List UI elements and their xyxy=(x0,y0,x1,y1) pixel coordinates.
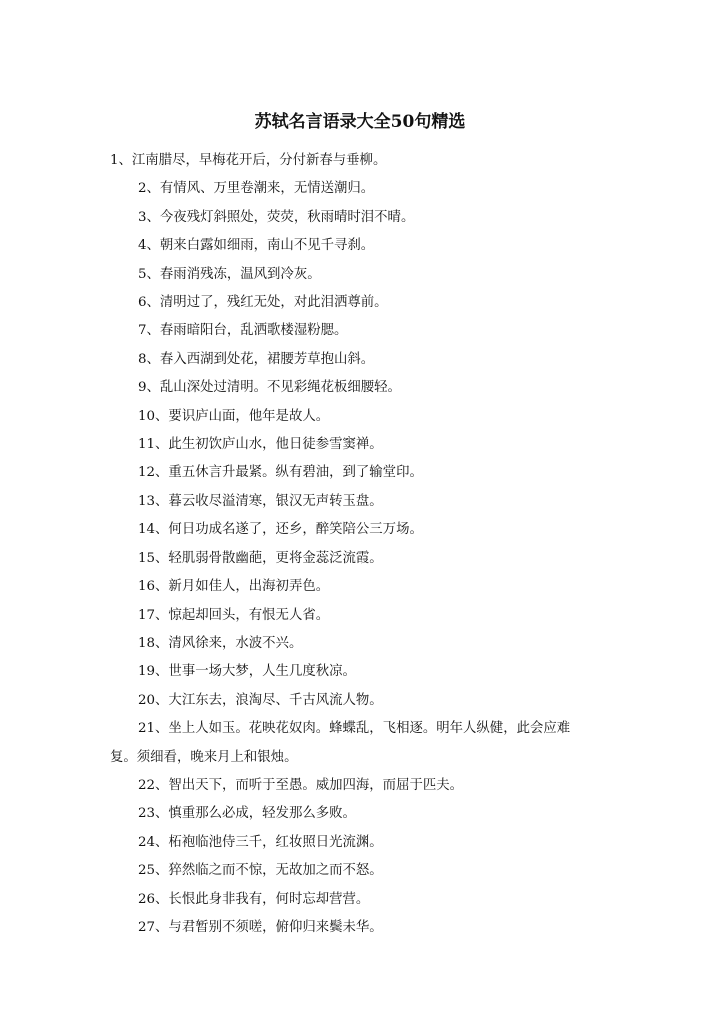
quote-item: 2、有情风、万里卷潮来，无情送潮归。 xyxy=(138,181,375,197)
quote-item: 25、猝然临之而不惊，无故加之而不怒。 xyxy=(138,863,383,879)
quote-item: 7、春雨暗阳台，乱洒歌楼湿粉腮。 xyxy=(138,323,348,339)
quote-item: 13、暮云收尽溢清寒，银汉无声转玉盘。 xyxy=(138,493,383,509)
quote-item: 10、要识庐山面，他年是故人。 xyxy=(138,408,330,424)
quote-item: 20、大江东去，浪淘尽、千古风流人物。 xyxy=(138,692,383,708)
quote-item: 11、此生初饮庐山水，他日徒参雪窦禅。 xyxy=(138,437,383,453)
quote-item: 5、春雨消残冻，温风到冷灰。 xyxy=(138,266,321,282)
quote-item: 16、新月如佳人，出海初弄色。 xyxy=(138,579,330,595)
quote-item: 19、世事一场大梦，人生几度秋凉。 xyxy=(138,664,356,680)
quote-item: 23、慎重那么必成，轻发那么多败。 xyxy=(138,806,356,822)
quote-item: 6、清明过了，残红无处，对此泪洒尊前。 xyxy=(138,295,388,311)
quote-item: 14、何日功成名遂了，还乡，醉笑陪公三万场。 xyxy=(138,522,423,538)
quote-item: 17、惊起却回头，有恨无人省。 xyxy=(138,607,330,623)
quote-item: 18、清风徐来，水波不兴。 xyxy=(138,635,303,651)
quote-item: 3、今夜残灯斜照处，荧荧，秋雨晴时泪不晴。 xyxy=(138,209,415,225)
quote-item: 12、重五休言升最紧。纵有碧油，到了输堂印。 xyxy=(138,465,423,481)
quote-item: 24、柘袍临池侍三千，红妆照日光流渊。 xyxy=(138,834,383,850)
quote-item: 21、坐上人如玉。花映花奴肉。蜂蝶乱，飞相逐。明年人纵健，此会应难 xyxy=(138,721,571,737)
quote-item: 4、朝来白露如细雨，南山不见千寻刹。 xyxy=(138,238,375,254)
quote-list xyxy=(110,147,610,942)
quote-item-continuation: 复。须细看，晚来月上和银烛。 xyxy=(110,749,298,765)
quote-item: 15、轻肌弱骨散幽葩，更将金蕊泛流霞。 xyxy=(138,550,383,566)
quote-item: 1、江南腊尽，早梅花开后，分付新春与垂柳。 xyxy=(110,153,387,168)
quote-item: 8、春入西湖到处花，裙腰芳草抱山斜。 xyxy=(138,351,375,367)
document-title: 苏轼名言语录大全50句精选 xyxy=(254,112,466,132)
quote-item: 9、乱山深处过清明。不见彩绳花板细腰轻。 xyxy=(138,380,401,396)
quote-item: 22、智出天下，而听于至愚。威加四海，而屈于匹夫。 xyxy=(138,777,464,793)
quote-item: 27、与君暂别不须嗟，俯仰归来鬓未华。 xyxy=(138,919,383,935)
quote-item: 26、长恨此身非我有，何时忘却营营。 xyxy=(138,891,370,907)
